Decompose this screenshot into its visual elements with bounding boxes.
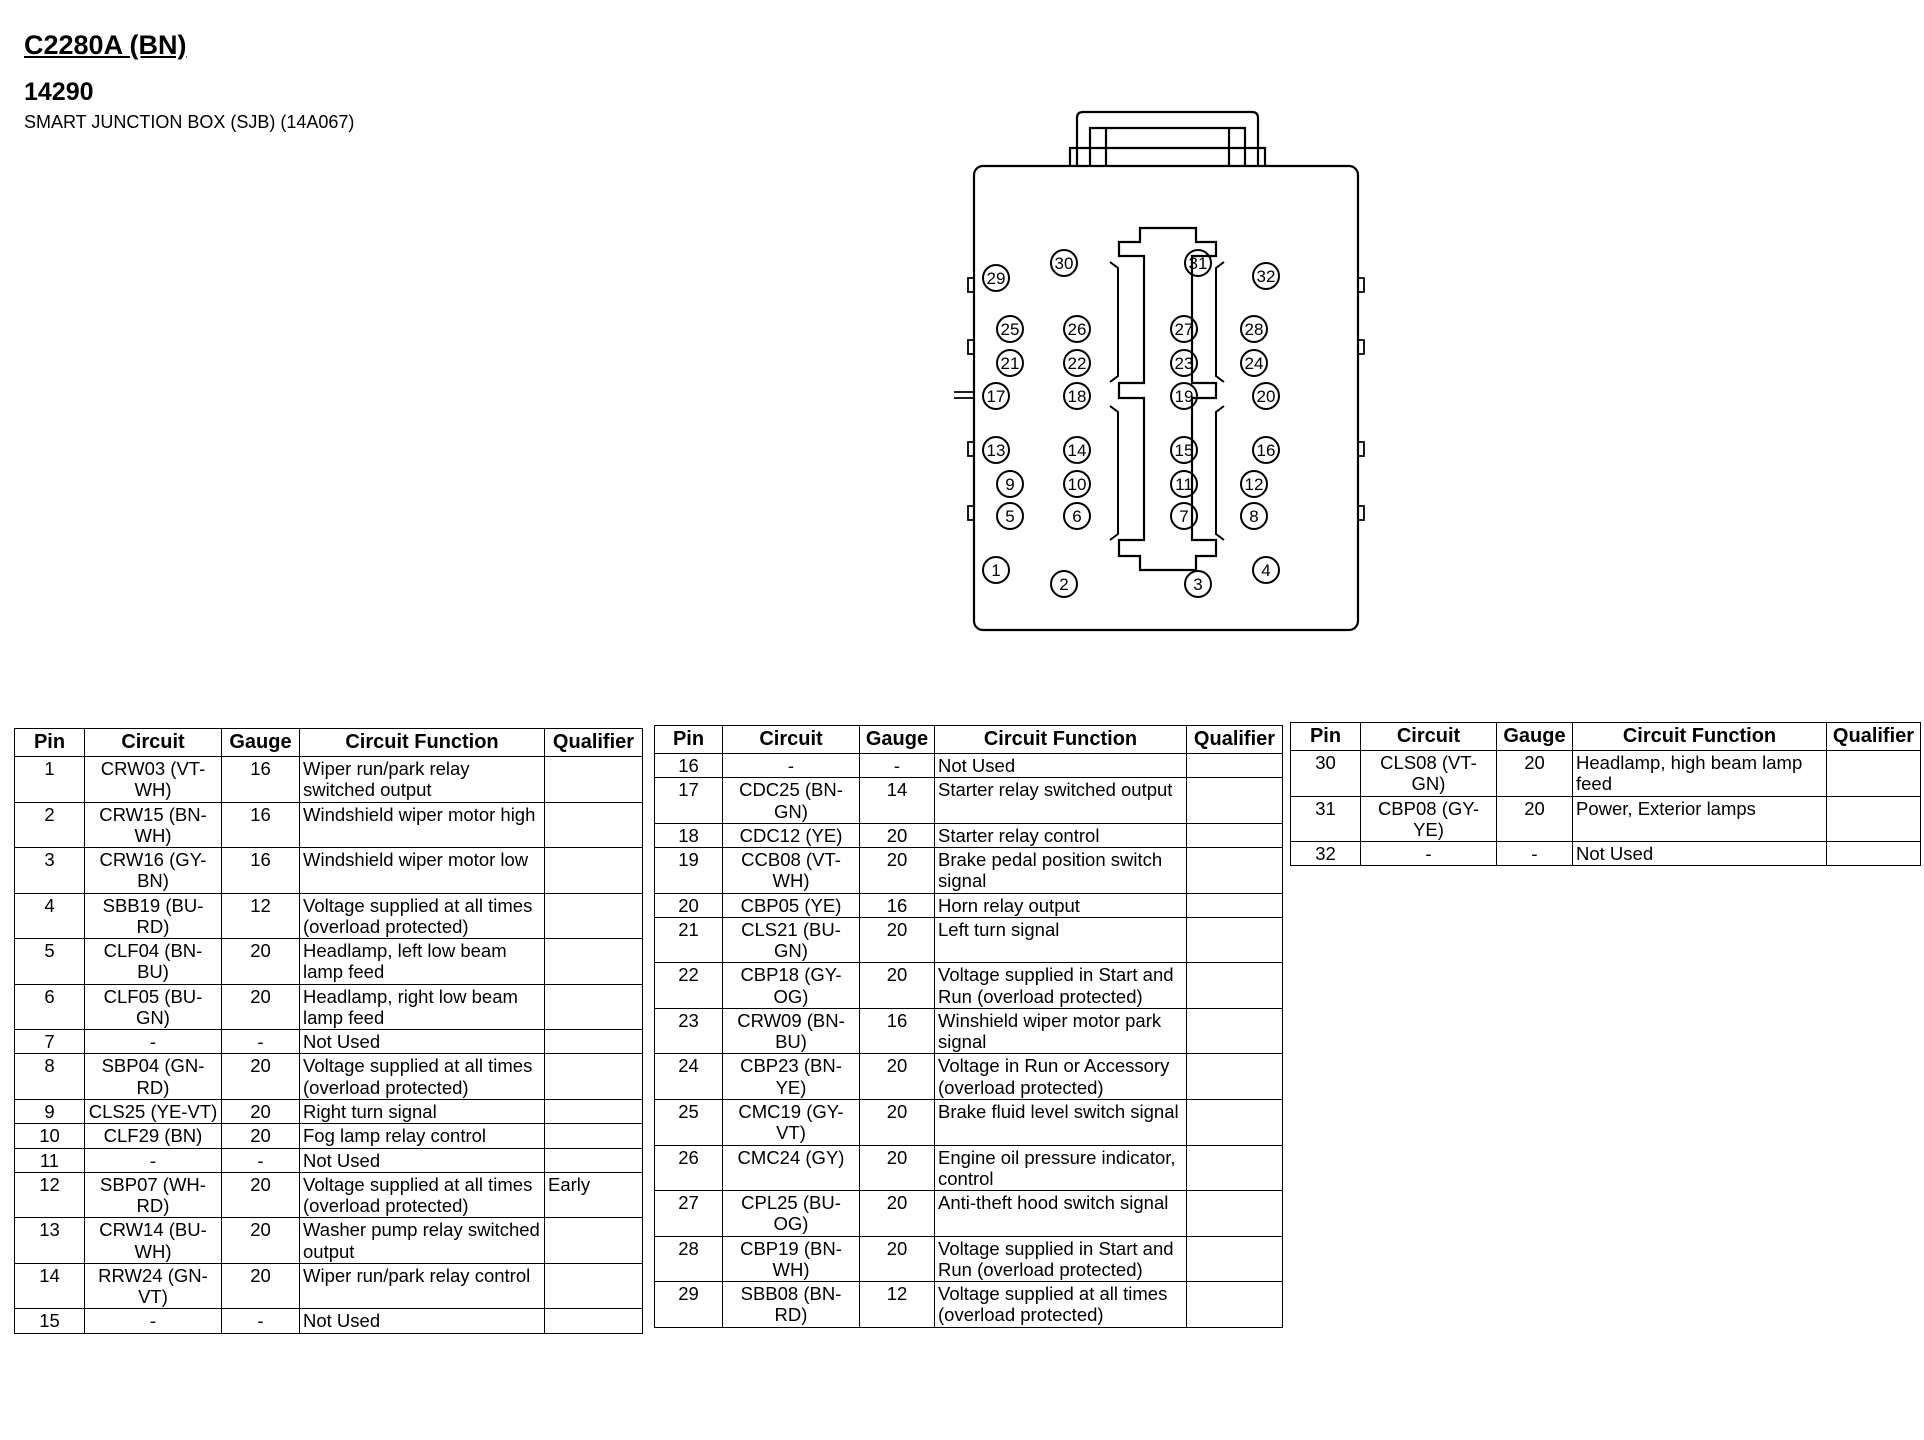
pin-cavity [1241,316,1267,342]
cell-function: Not Used [935,754,1187,778]
cell-circuit: CLS25 (YE-VT) [85,1099,222,1123]
cell-gauge: 12 [222,893,300,939]
cell-gauge: - [222,1309,300,1333]
table-row [655,963,1283,1009]
cell-pin: 18 [655,823,723,847]
cell-pin: 23 [655,1008,723,1054]
cell-pin: 11 [15,1148,85,1172]
table-row [655,754,1283,778]
cell-pin: 22 [655,963,723,1009]
cell-circuit: CMC24 (GY) [723,1145,860,1191]
cell-pin: 32 [1291,842,1361,866]
table-row [655,823,1283,847]
table-row [655,1282,1283,1328]
pin-cavity [1253,383,1279,409]
pin-cavity [1185,250,1211,276]
cell-qualifier [1187,778,1283,824]
cell-pin: 30 [1291,751,1361,797]
pin-cavity [1253,263,1279,289]
pin-number-label: 6 [1072,507,1082,526]
cell-function: Not Used [1573,842,1827,866]
cell-circuit: CCB08 (VT-WH) [723,848,860,894]
header-qualifier: Qualifier [1827,723,1921,751]
cell-function: Left turn signal [935,917,1187,963]
header-function: Circuit Function [300,729,545,757]
pin-cavity [1064,383,1090,409]
pin-number-label: 18 [1067,387,1087,406]
cell-qualifier [545,848,643,894]
cell-qualifier [1187,893,1283,917]
cell-qualifier [1187,963,1283,1009]
cell-circuit: SBB19 (BU-RD) [85,893,222,939]
table-row [655,1191,1283,1237]
table-row [1291,842,1921,866]
pin-number-label: 25 [1000,320,1020,339]
cell-qualifier [545,1148,643,1172]
cell-gauge: 16 [222,757,300,803]
cell-function: Voltage supplied at all times (overload protected) [300,1172,545,1218]
table-row [655,1236,1283,1282]
cell-function: Winshield wiper motor park signal [935,1008,1187,1054]
pin-cavity [997,471,1023,497]
cell-circuit: CBP08 (GY-YE) [1361,796,1497,842]
cell-circuit: CRW09 (BN-BU) [723,1008,860,1054]
cell-circuit: CLF29 (BN) [85,1124,222,1148]
pin-cavity [1171,316,1197,342]
pin-number-label: 8 [1249,507,1259,526]
cell-pin: 19 [655,848,723,894]
header-gauge: Gauge [860,726,935,754]
cell-pin: 6 [15,984,85,1030]
cell-gauge: 16 [860,1008,935,1054]
pin-number-label: 16 [1256,441,1276,460]
cell-pin: 4 [15,893,85,939]
pin-number-label: 21 [1000,354,1020,373]
cell-qualifier [1187,1008,1283,1054]
pin-number-label: 19 [1174,387,1194,406]
cell-circuit: - [723,754,860,778]
cell-function: Starter relay switched output [935,778,1187,824]
connector-title: C2280A (BN) [24,30,187,60]
header-gauge: Gauge [1497,723,1573,751]
cell-circuit: SBB08 (BN-RD) [723,1282,860,1328]
cell-circuit: CRW16 (GY-BN) [85,848,222,894]
pin-cavity [1171,350,1197,376]
pin-number-label: 27 [1174,320,1194,339]
cell-qualifier [1187,823,1283,847]
table-row [655,893,1283,917]
part-number: 14290 [24,78,94,106]
cell-pin: 28 [655,1236,723,1282]
cell-function: Anti-theft hood switch signal [935,1191,1187,1237]
cell-pin: 5 [15,939,85,985]
table-row [15,1030,643,1054]
pin-cavity [1253,557,1279,583]
cell-circuit: CRW14 (BU-WH) [85,1218,222,1264]
cell-function: Not Used [300,1148,545,1172]
cell-gauge: 20 [860,848,935,894]
cell-pin: 8 [15,1054,85,1100]
cell-gauge: 20 [222,1218,300,1264]
cell-gauge: 20 [222,939,300,985]
header-qualifier: Qualifier [1187,726,1283,754]
pin-cavity [1064,350,1090,376]
cell-circuit: - [85,1148,222,1172]
cell-gauge: 14 [860,778,935,824]
pin-number-label: 30 [1054,254,1074,273]
cell-qualifier [545,1218,643,1264]
pin-cavity [1241,471,1267,497]
table-row [15,757,643,803]
table-row [15,1218,643,1264]
cell-pin: 2 [15,802,85,848]
cell-qualifier [1827,842,1921,866]
cell-circuit: CDC25 (BN-GN) [723,778,860,824]
cell-gauge: 20 [860,1236,935,1282]
table-row [655,1054,1283,1100]
cell-function: Brake pedal position switch signal [935,848,1187,894]
connector-side-tabs [954,278,1364,520]
cell-gauge: 12 [860,1282,935,1328]
connector-face-diagram [940,100,1380,650]
cell-circuit: CBP23 (BN-YE) [723,1054,860,1100]
pin-number-label: 22 [1067,354,1087,373]
pin-number-label: 23 [1174,354,1194,373]
header-gauge: Gauge [222,729,300,757]
cell-qualifier [545,802,643,848]
cell-function: Not Used [300,1309,545,1333]
cell-circuit: CPL25 (BU-OG) [723,1191,860,1237]
table-row [15,939,643,985]
cell-pin: 10 [15,1124,85,1148]
table-row [15,1172,643,1218]
cell-qualifier [1187,1191,1283,1237]
table-row [1291,751,1921,797]
cell-pin: 21 [655,917,723,963]
cell-circuit: - [85,1309,222,1333]
pin-number-label: 17 [986,387,1006,406]
cell-qualifier [1827,751,1921,797]
cell-gauge: 16 [222,848,300,894]
cell-pin: 3 [15,848,85,894]
cell-function: Voltage in Run or Accessory (overload protected) [935,1054,1187,1100]
cell-pin: 13 [15,1218,85,1264]
cell-gauge: 20 [860,963,935,1009]
table-row [15,802,643,848]
cell-gauge: 20 [222,1099,300,1123]
center-key-cavity [1119,228,1216,570]
connector-body [974,166,1358,630]
pin-table-1 [14,728,643,1334]
cell-pin: 20 [655,893,723,917]
table-row [15,1309,643,1333]
cell-circuit: CRW03 (VT-WH) [85,757,222,803]
cell-gauge: 20 [860,1145,935,1191]
pin-table-3 [1290,722,1921,866]
pin-cavity [1064,471,1090,497]
cell-qualifier [545,757,643,803]
cell-pin: 12 [15,1172,85,1218]
cell-pin: 7 [15,1030,85,1054]
cell-circuit: CLS08 (VT-GN) [1361,751,1497,797]
pin-number-label: 10 [1067,475,1087,494]
cell-function: Brake fluid level switch signal [935,1099,1187,1145]
connector-latch [1070,112,1265,166]
table-row [15,1263,643,1309]
pin-number-label: 26 [1067,320,1087,339]
cell-function: Right turn signal [300,1099,545,1123]
cell-pin: 17 [655,778,723,824]
table-row [15,1054,643,1100]
cell-qualifier [545,984,643,1030]
pin-number-label: 32 [1256,267,1276,286]
cell-function: Wiper run/park relay switched output [300,757,545,803]
pin-number-label: 20 [1256,387,1276,406]
table-row [15,1148,643,1172]
cell-qualifier [1187,1282,1283,1328]
cell-gauge: 20 [860,1099,935,1145]
pin-cavity [983,437,1009,463]
cell-gauge: 20 [222,1124,300,1148]
cell-qualifier [1187,848,1283,894]
cell-pin: 31 [1291,796,1361,842]
cell-qualifier [545,1099,643,1123]
cell-gauge: 20 [860,917,935,963]
table-row [1291,796,1921,842]
pin-cavity [983,383,1009,409]
cell-circuit: SBP07 (WH-RD) [85,1172,222,1218]
cell-circuit: CBP18 (GY-OG) [723,963,860,1009]
pin-number-label: 31 [1188,254,1208,273]
pin-number-label: 1 [991,561,1001,580]
cell-circuit: CLF05 (BU-GN) [85,984,222,1030]
pin-number-label: 5 [1005,507,1015,526]
pin-number-label: 14 [1067,441,1087,460]
pin-cavity [1051,250,1077,276]
cell-qualifier [1187,1099,1283,1145]
cell-gauge: 20 [1497,751,1573,797]
table-row [15,1099,643,1123]
cell-function: Voltage supplied at all times (overload protected) [935,1282,1187,1328]
cell-function: Voltage supplied in Start and Run (overload protected) [935,963,1187,1009]
table-row [655,917,1283,963]
pin-number-label: 4 [1261,561,1271,580]
pin-cavity [1241,503,1267,529]
cell-function: Fog lamp relay control [300,1124,545,1148]
pin-cavity [983,557,1009,583]
cell-gauge: - [222,1148,300,1172]
cell-circuit: CMC19 (GY-VT) [723,1099,860,1145]
cell-qualifier [1187,754,1283,778]
cell-gauge: 20 [860,1054,935,1100]
cell-qualifier [1187,1145,1283,1191]
cell-pin: 15 [15,1309,85,1333]
pin-cavity [983,265,1009,291]
cell-function: Voltage supplied at all times (overload protected) [300,1054,545,1100]
cell-gauge: 16 [222,802,300,848]
part-description: SMART JUNCTION BOX (SJB) (14A067) [24,112,355,132]
cell-circuit: CLS21 (BU-GN) [723,917,860,963]
cell-qualifier: Early [545,1172,643,1218]
pin-cavity [1253,437,1279,463]
cell-gauge: - [1497,842,1573,866]
cell-qualifier [545,893,643,939]
pin-cavity [1064,503,1090,529]
cell-function: Headlamp, high beam lamp feed [1573,751,1827,797]
cell-qualifier [1827,796,1921,842]
header-pin: Pin [1291,723,1361,751]
cell-circuit: CBP05 (YE) [723,893,860,917]
pin-number-label: 9 [1005,475,1015,494]
pin-number-label: 29 [986,269,1006,288]
cell-gauge: 20 [222,1054,300,1100]
cell-circuit: - [85,1030,222,1054]
table-row [15,848,643,894]
cell-qualifier [545,1124,643,1148]
cell-qualifier [1187,1236,1283,1282]
cell-pin: 16 [655,754,723,778]
table-row [655,1008,1283,1054]
pin-cavity [997,350,1023,376]
pin-cavity [1241,350,1267,376]
cell-function: Voltage supplied in Start and Run (overload protected) [935,1236,1187,1282]
pin-cavity [997,316,1023,342]
pin-cavity [1051,571,1077,597]
pin-number-label: 15 [1174,441,1194,460]
cell-circuit: RRW24 (GN-VT) [85,1263,222,1309]
cell-circuit: CBP19 (BN-WH) [723,1236,860,1282]
cell-pin: 29 [655,1282,723,1328]
cell-qualifier [545,1309,643,1333]
table-row [15,1124,643,1148]
cell-function: Horn relay output [935,893,1187,917]
cell-function: Not Used [300,1030,545,1054]
cell-function: Headlamp, right low beam lamp feed [300,984,545,1030]
pin-number-label: 3 [1193,575,1203,594]
table-row [655,1145,1283,1191]
cell-function: Power, Exterior lamps [1573,796,1827,842]
pin-number-label: 13 [986,441,1006,460]
cell-qualifier [545,1054,643,1100]
cell-function: Wiper run/park relay control [300,1263,545,1309]
pin-number-label: 7 [1179,507,1189,526]
cell-circuit: - [1361,842,1497,866]
cell-gauge: - [222,1030,300,1054]
cell-function: Windshield wiper motor high [300,802,545,848]
cell-function: Headlamp, left low beam lamp feed [300,939,545,985]
header-circuit: Circuit [1361,723,1497,751]
table-row [655,778,1283,824]
cell-pin: 9 [15,1099,85,1123]
pin-number-label: 24 [1244,354,1264,373]
cell-function: Windshield wiper motor low [300,848,545,894]
cell-function: Engine oil pressure indicator, control [935,1145,1187,1191]
pin-cavity [1171,383,1197,409]
cell-circuit: CRW15 (BN-WH) [85,802,222,848]
pin-cavity [1064,316,1090,342]
cell-pin: 25 [655,1099,723,1145]
cell-circuit: CLF04 (BN-BU) [85,939,222,985]
cell-function: Voltage supplied at all times (overload protected) [300,893,545,939]
header-pin: Pin [15,729,85,757]
cell-pin: 26 [655,1145,723,1191]
cell-qualifier [545,1263,643,1309]
pin-cavity [1185,571,1211,597]
cell-qualifier [1187,1054,1283,1100]
cell-circuit: SBP04 (GN-RD) [85,1054,222,1100]
pin-number-label: 28 [1244,320,1264,339]
pin-cavity [1064,437,1090,463]
cell-gauge: 20 [860,823,935,847]
cell-gauge: 20 [222,984,300,1030]
header-pin: Pin [655,726,723,754]
header-circuit: Circuit [723,726,860,754]
cell-gauge: 16 [860,893,935,917]
cell-gauge: 20 [222,1263,300,1309]
header-function: Circuit Function [935,726,1187,754]
cell-pin: 1 [15,757,85,803]
table-row [15,984,643,1030]
cell-pin: 27 [655,1191,723,1237]
table-row [15,893,643,939]
header-circuit: Circuit [85,729,222,757]
cell-gauge: 20 [222,1172,300,1218]
header-function: Circuit Function [1573,723,1827,751]
inner-brackets [1110,262,1224,540]
cell-gauge: 20 [1497,796,1573,842]
cell-gauge: - [860,754,935,778]
cell-pin: 14 [15,1263,85,1309]
cell-function: Starter relay control [935,823,1187,847]
cell-pin: 24 [655,1054,723,1100]
cell-qualifier [545,1030,643,1054]
pin-number-label: 12 [1244,475,1264,494]
pin-number-label: 2 [1059,575,1069,594]
table-row [655,848,1283,894]
pin-cavity [997,503,1023,529]
cell-gauge: 20 [860,1191,935,1237]
table-row [655,1099,1283,1145]
pin-cavity [1171,437,1197,463]
cell-function: Washer pump relay switched output [300,1218,545,1264]
cell-circuit: CDC12 (YE) [723,823,860,847]
cell-qualifier [545,939,643,985]
header-qualifier: Qualifier [545,729,643,757]
cell-qualifier [1187,917,1283,963]
pin-number-label: 11 [1175,475,1193,494]
pin-table-2 [654,725,1283,1328]
